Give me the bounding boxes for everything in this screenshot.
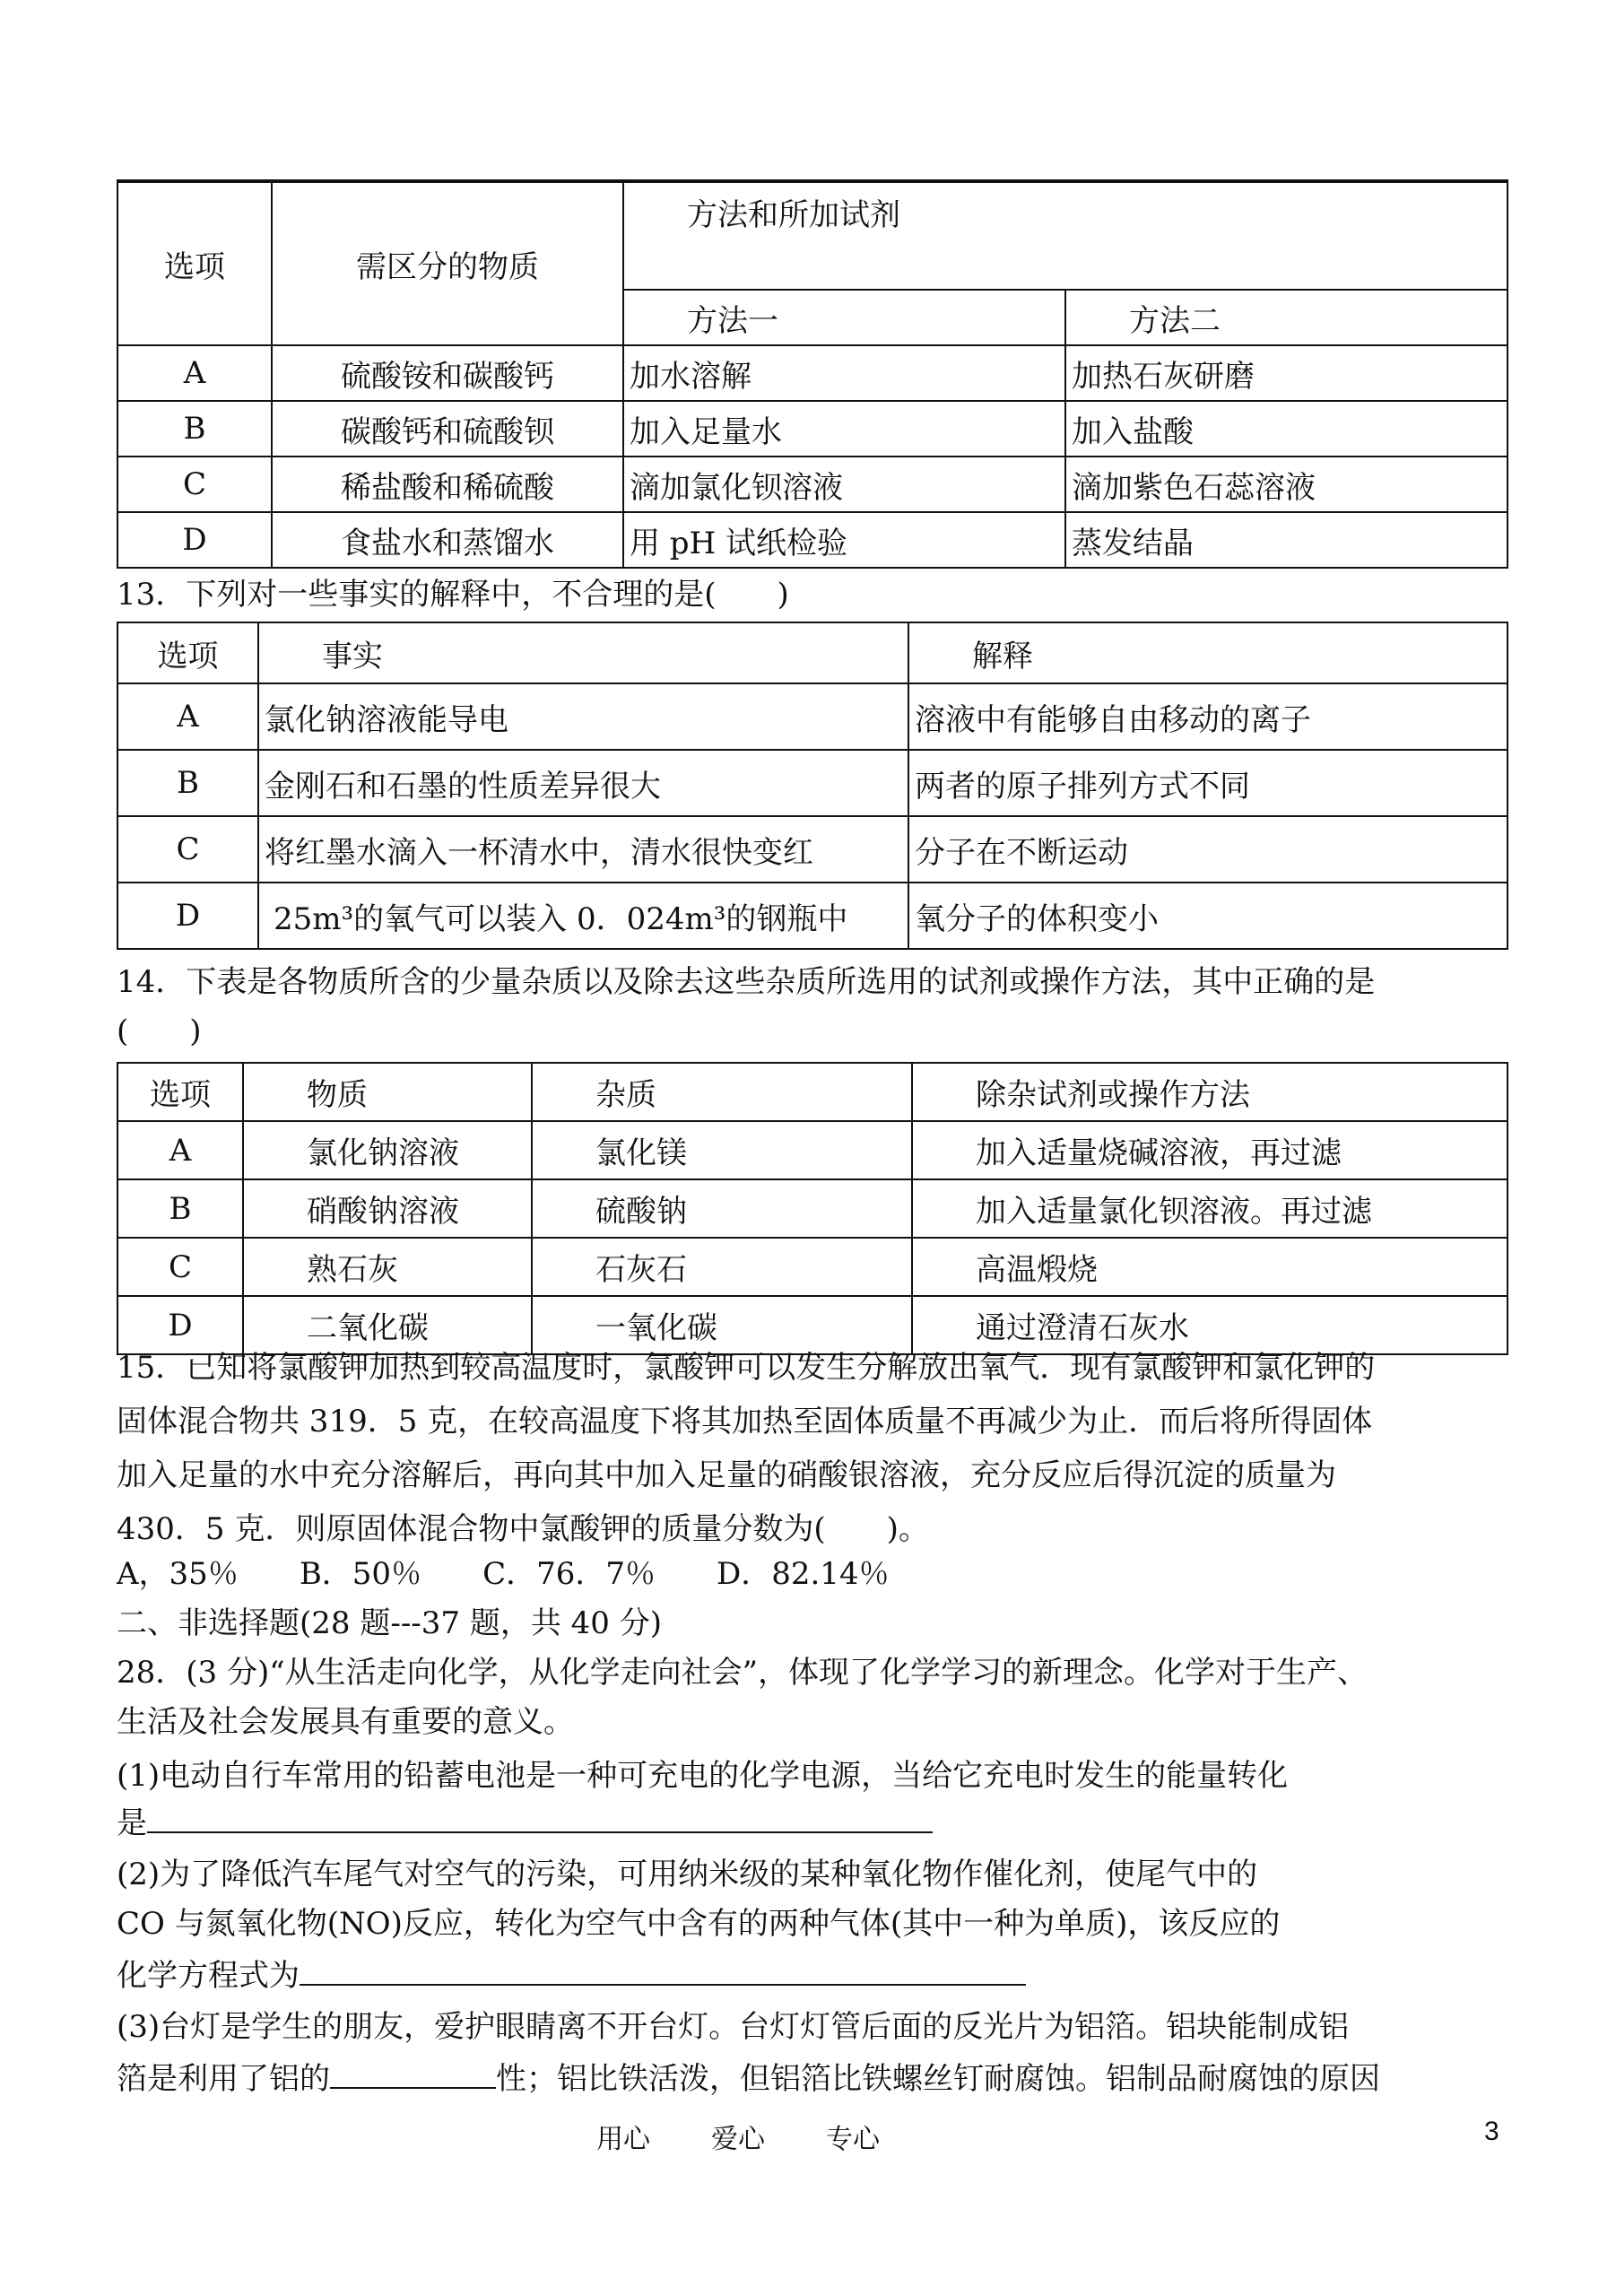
q15-line1: 15．已知将氯酸钾加热到较高温度时，氯酸钾可以发生分解放出氧气．现有氯酸钾和氯化钾的 <box>117 1350 1376 1386</box>
header-option: 选项 <box>117 622 258 683</box>
table-row <box>117 1296 1507 1354</box>
substance-cell: 碳酸钙和硫酸钡 <box>272 401 623 457</box>
fact-cell: 将红墨水滴入一杯清水中，清水很快变红 <box>258 816 908 883</box>
table-row <box>117 816 1507 883</box>
q15-line3: 加入足量的水中充分溶解后，再向其中加入足量的硝酸银溶液，充分反应后得沉淀的质量为 <box>117 1457 1336 1493</box>
option-label: B <box>117 750 258 816</box>
q13-stem: 13．下列对一些事实的解释中，不合理的是( ) <box>117 577 789 613</box>
impurity-cell: 氯化镁 <box>532 1121 912 1179</box>
method-cell: 加入适量氯化钡溶液。再过滤 <box>912 1179 1507 1238</box>
q12-table <box>117 179 1508 569</box>
footer-motto <box>596 2117 941 2156</box>
impurity-cell: 硫酸钠 <box>532 1179 912 1238</box>
header-method: 方法和所加试剂 <box>623 181 1507 290</box>
option-label: B <box>117 1179 243 1238</box>
option-label: D <box>117 883 258 949</box>
q28-part2-prefix: 化学方程式为 <box>117 1958 300 1994</box>
method2-cell: 滴加紫色石蕊溶液 <box>1065 457 1507 512</box>
answer-blank[interactable] <box>300 1955 1026 1986</box>
header-fact: 事实 <box>258 622 908 683</box>
option-label: D <box>117 512 272 568</box>
q28-part3-prefix: 箔是利用了铝的 <box>117 2061 330 2097</box>
fact-cell: 金刚石和石墨的性质差异很大 <box>258 750 908 816</box>
answer-blank[interactable] <box>147 1803 933 1833</box>
answer-blank[interactable] <box>330 2058 496 2089</box>
footer-word: 用心 <box>596 2124 650 2155</box>
q28-part1-line2 <box>117 1803 933 1841</box>
table-row <box>117 883 1507 949</box>
option-label: C <box>117 1238 243 1296</box>
table-row <box>117 512 1507 568</box>
method-cell: 加入适量烧碱溶液，再过滤 <box>912 1121 1507 1179</box>
q28-line1: 28．(3 分)“从生活走向化学，从化学走向社会”，体现了化学学习的新理念。化学对于生产、 <box>117 1655 1368 1691</box>
table-row <box>117 1121 1507 1179</box>
impurity-cell: 一氧化碳 <box>532 1296 912 1354</box>
substance-cell: 氯化钠溶液 <box>243 1121 532 1179</box>
option-label: A <box>117 683 258 750</box>
option-label: D <box>117 1296 243 1354</box>
fact-cell: 25m³的氧气可以装入 0．024m³的钢瓶中 <box>258 883 908 949</box>
table-row <box>117 750 1507 816</box>
table-row <box>117 683 1507 750</box>
table-row <box>117 1238 1507 1296</box>
q15-options: A，35％ B．50％ C．76．7％ D．82.14％ <box>117 1556 890 1592</box>
q28-part3-line2 <box>117 2058 1380 2097</box>
option-label: C <box>117 816 258 883</box>
q28-part1-prefix: 是 <box>117 1805 147 1841</box>
method-cell: 通过澄清石灰水 <box>912 1296 1507 1354</box>
substance-cell: 硝酸钠溶液 <box>243 1179 532 1238</box>
table-row <box>117 345 1507 401</box>
q28-part3-line1: (3)台灯是学生的朋友，爱护眼睛离不开台灯。台灯灯管后面的反光片为铝箔。铝块能制成铝 <box>117 2009 1350 2045</box>
header-method-2: 方法二 <box>1065 290 1507 345</box>
substance-cell: 食盐水和蒸馏水 <box>272 512 623 568</box>
q28-part3-suffix: 性；铝比铁活泼，但铝箔比铁螺丝钉耐腐蚀。铝制品耐腐蚀的原因 <box>496 2061 1380 2097</box>
q13-table <box>117 622 1508 950</box>
header-option: 选项 <box>117 1063 243 1121</box>
q14-table <box>117 1062 1508 1355</box>
impurity-cell: 石灰石 <box>532 1238 912 1296</box>
substance-cell: 熟石灰 <box>243 1238 532 1296</box>
q28-part2-line2: CO 与氮氧化物(NO)反应，转化为空气中含有的两种气体(其中一种为单质)，该反应的 <box>117 1906 1281 1942</box>
method2-cell: 蒸发结晶 <box>1065 512 1507 568</box>
explanation-cell: 氧分子的体积变小 <box>908 883 1507 949</box>
header-method-1: 方法一 <box>623 290 1065 345</box>
method1-cell: 滴加氯化钡溶液 <box>623 457 1065 512</box>
explanation-cell: 分子在不断运动 <box>908 816 1507 883</box>
footer-word: 爱心 <box>711 2124 765 2155</box>
header-substance: 物质 <box>243 1063 532 1121</box>
section-heading: 二、非选择题(28 题---37 题，共 40 分) <box>117 1605 663 1641</box>
substance-cell: 硫酸铵和碳酸钙 <box>272 345 623 401</box>
method1-cell: 加水溶解 <box>623 345 1065 401</box>
option-label: C <box>117 457 272 512</box>
explanation-cell: 溶液中有能够自由移动的离子 <box>908 683 1507 750</box>
table-row <box>117 401 1507 457</box>
table-row <box>117 457 1507 512</box>
q28-line2: 生活及社会发展具有重要的意义。 <box>117 1704 574 1740</box>
header-substance: 需区分的物质 <box>272 181 623 345</box>
q14-stem-line2: ( ) <box>117 1013 202 1049</box>
q15-line2: 固体混合物共 319．5 克，在较高温度下将其加热至固体质量不再减少为止．而后将所得固体 <box>117 1404 1373 1439</box>
substance-cell: 稀盐酸和稀硫酸 <box>272 457 623 512</box>
method-cell: 高温煅烧 <box>912 1238 1507 1296</box>
option-label: A <box>117 345 272 401</box>
header-impurity: 杂质 <box>532 1063 912 1121</box>
q28-part2-line1: (2)为了降低汽车尾气对空气的污染，可用纳米级的某种氧化物作催化剂，使尾气中的 <box>117 1857 1258 1892</box>
page-number: 3 <box>1484 2117 1499 2146</box>
option-label: B <box>117 401 272 457</box>
header-method: 除杂试剂或操作方法 <box>912 1063 1507 1121</box>
substance-cell: 二氧化碳 <box>243 1296 532 1354</box>
option-label: A <box>117 1121 243 1179</box>
method1-cell: 加入足量水 <box>623 401 1065 457</box>
fact-cell: 氯化钠溶液能导电 <box>258 683 908 750</box>
table-header-row <box>117 1063 1507 1121</box>
header-option: 选项 <box>117 181 272 345</box>
method2-cell: 加入盐酸 <box>1065 401 1507 457</box>
explanation-cell: 两者的原子排列方式不同 <box>908 750 1507 816</box>
q28-part2-line3 <box>117 1955 1026 1994</box>
q15-line4: 430．5 克．则原固体混合物中氯酸钾的质量分数为( )。 <box>117 1511 929 1547</box>
q28-part1-line1: (1)电动自行车常用的铅蓄电池是一种可充电的化学电源，当给它充电时发生的能量转化 <box>117 1758 1289 1794</box>
table-row <box>117 1179 1507 1238</box>
method1-cell: 用 pH 试纸检验 <box>623 512 1065 568</box>
method2-cell: 加热石灰研磨 <box>1065 345 1507 401</box>
header-explanation: 解释 <box>908 622 1507 683</box>
footer-word: 专心 <box>826 2124 880 2155</box>
q14-stem-line1: 14．下表是各物质所含的少量杂质以及除去这些杂质所选用的试剂或操作方法，其中正确的是 <box>117 964 1376 1000</box>
